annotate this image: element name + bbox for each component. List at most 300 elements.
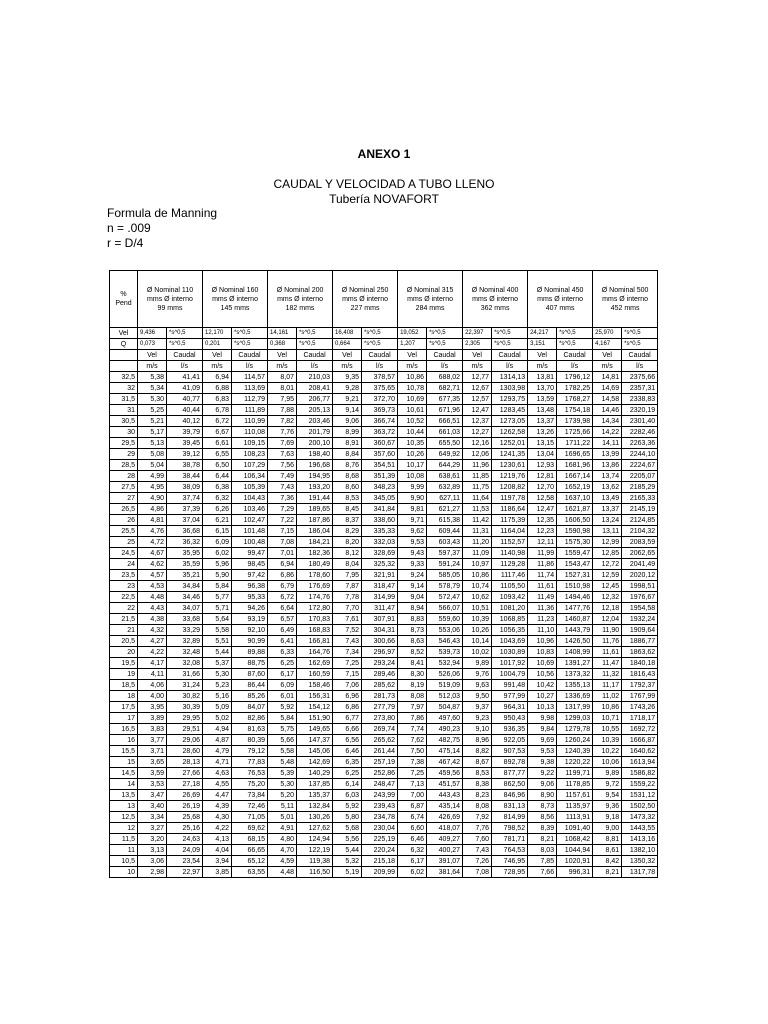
flow-cell: 597,37 bbox=[427, 548, 463, 559]
velocity-cell: 10,42 bbox=[528, 680, 557, 691]
velocity-cell: 7,56 bbox=[268, 460, 297, 471]
flow-cell: 512,03 bbox=[427, 691, 463, 702]
velocity-cell: 4,59 bbox=[268, 856, 297, 867]
flow-cell: 1293,75 bbox=[492, 394, 528, 405]
flow-cell: 1743,26 bbox=[622, 702, 658, 713]
velocity-cell: 8,41 bbox=[398, 658, 427, 669]
flow-cell: 1157,61 bbox=[557, 790, 593, 801]
vel-coefficient: 9,436 bbox=[138, 328, 167, 339]
flow-cell: 1240,39 bbox=[557, 746, 593, 757]
velocity-cell: 8,37 bbox=[333, 515, 362, 526]
flow-cell: 1004,79 bbox=[492, 669, 528, 680]
subheader-row bbox=[110, 350, 658, 361]
flow-cell: 168,83 bbox=[297, 625, 333, 636]
slope-cell: 30,5 bbox=[110, 416, 138, 427]
vel-subheader: Vel bbox=[203, 350, 232, 361]
velocity-cell: 9,62 bbox=[398, 526, 427, 537]
velocity-cell: 6,86 bbox=[333, 702, 362, 713]
velocity-cell: 9,84 bbox=[528, 724, 557, 735]
flow-cell: 24,09 bbox=[167, 845, 203, 856]
flow-cell: 2185,29 bbox=[622, 482, 658, 493]
table-row bbox=[110, 614, 658, 625]
flow-cell: 1317,99 bbox=[557, 702, 593, 713]
velocity-cell: 7,08 bbox=[463, 867, 492, 878]
table-row bbox=[110, 724, 658, 735]
flow-cell: 186,04 bbox=[297, 526, 333, 537]
flow-cell: 632,89 bbox=[427, 482, 463, 493]
flow-cell: 1186,64 bbox=[492, 504, 528, 515]
velocity-cell: 7,87 bbox=[333, 581, 362, 592]
flow-cell: 28,13 bbox=[167, 757, 203, 768]
flow-cell: 1816,43 bbox=[622, 669, 658, 680]
flow-cell: 65,12 bbox=[232, 856, 268, 867]
velocity-cell: 14,22 bbox=[593, 427, 622, 438]
slope-cell: 24,5 bbox=[110, 548, 138, 559]
velocity-cell: 8,96 bbox=[463, 735, 492, 746]
caudal-subheader: Caudal bbox=[362, 350, 398, 361]
flow-cell: 164,76 bbox=[297, 647, 333, 658]
flow-cell: 1711,22 bbox=[557, 438, 593, 449]
velocity-cell: 10,86 bbox=[593, 702, 622, 713]
velocity-cell: 13,62 bbox=[593, 482, 622, 493]
velocity-cell: 8,94 bbox=[398, 603, 427, 614]
velocity-cell: 4,90 bbox=[138, 493, 167, 504]
velocity-cell: 5,09 bbox=[203, 702, 232, 713]
flow-cell: 746,95 bbox=[492, 856, 528, 867]
flow-cell: 1030,89 bbox=[492, 647, 528, 658]
flow-cell: 409,27 bbox=[427, 834, 463, 845]
q-coefficient: 0,368 bbox=[268, 339, 297, 350]
velocity-cell: 7,06 bbox=[333, 680, 362, 691]
flow-cell: 1391,27 bbox=[557, 658, 593, 669]
velocity-cell: 10,86 bbox=[463, 570, 492, 581]
flow-cell: 553,06 bbox=[427, 625, 463, 636]
velocity-cell: 11,86 bbox=[528, 559, 557, 570]
velocity-cell: 14,34 bbox=[593, 416, 622, 427]
velocity-cell: 7,88 bbox=[268, 405, 297, 416]
velocity-cell: 9,89 bbox=[593, 768, 622, 779]
flow-cell: 158,46 bbox=[297, 680, 333, 691]
table-row bbox=[110, 680, 658, 691]
flow-cell: 661,03 bbox=[427, 427, 463, 438]
table-row bbox=[110, 405, 658, 416]
flow-cell: 1621,87 bbox=[557, 504, 593, 515]
velocity-cell: 5,80 bbox=[333, 812, 362, 823]
flow-cell: 189,65 bbox=[297, 504, 333, 515]
velocity-cell: 5,75 bbox=[268, 724, 297, 735]
flow-cell: 2338,83 bbox=[622, 394, 658, 405]
flow-cell: 2145,19 bbox=[622, 504, 658, 515]
flow-cell: 234,78 bbox=[362, 812, 398, 823]
velocity-cell: 4,48 bbox=[138, 592, 167, 603]
flow-cell: 127,62 bbox=[297, 823, 333, 834]
flow-cell: 1164,04 bbox=[492, 526, 528, 537]
velocity-cell: 8,08 bbox=[398, 691, 427, 702]
velocity-cell: 8,82 bbox=[463, 746, 492, 757]
flow-cell: 391,07 bbox=[427, 856, 463, 867]
slope-cell: 19 bbox=[110, 669, 138, 680]
velocity-cell: 11,61 bbox=[593, 647, 622, 658]
flow-cell: 289,46 bbox=[362, 669, 398, 680]
velocity-cell: 4,76 bbox=[138, 526, 167, 537]
vel-exponent: *s^0,5 bbox=[232, 328, 268, 339]
flow-cell: 1262,58 bbox=[492, 427, 528, 438]
slope-cell: 23 bbox=[110, 581, 138, 592]
table-row bbox=[110, 592, 658, 603]
velocity-cell: 8,45 bbox=[333, 504, 362, 515]
vel-coefficient: 25,970 bbox=[593, 328, 622, 339]
flow-cell: 147,37 bbox=[297, 735, 333, 746]
slope-cell: 28,5 bbox=[110, 460, 138, 471]
flow-cell: 191,44 bbox=[297, 493, 333, 504]
flow-cell: 375,65 bbox=[362, 383, 398, 394]
flow-cell: 1502,50 bbox=[622, 801, 658, 812]
velocity-cell: 8,38 bbox=[463, 779, 492, 790]
flow-cell: 135,37 bbox=[297, 790, 333, 801]
flow-cell: 1355,13 bbox=[557, 680, 593, 691]
flow-cell: 781,71 bbox=[492, 834, 528, 845]
table-row bbox=[110, 779, 658, 790]
document-subtitle-product: Tubería NOVAFORT bbox=[329, 192, 439, 206]
velocity-cell: 11,74 bbox=[528, 570, 557, 581]
page-title: ANEXO 1 bbox=[357, 147, 411, 161]
velocity-cell: 6,50 bbox=[203, 460, 232, 471]
velocity-cell: 10,97 bbox=[463, 559, 492, 570]
flow-cell: 94,26 bbox=[232, 603, 268, 614]
velocity-cell: 4,04 bbox=[203, 845, 232, 856]
flow-cell: 208,41 bbox=[297, 383, 333, 394]
velocity-cell: 5,92 bbox=[268, 702, 297, 713]
velocity-cell: 13,11 bbox=[593, 526, 622, 537]
flow-cell: 451,57 bbox=[427, 779, 463, 790]
flow-cell: 170,83 bbox=[297, 614, 333, 625]
flow-cell: 281,73 bbox=[362, 691, 398, 702]
velocity-cell: 4,62 bbox=[138, 559, 167, 570]
velocity-cell: 7,26 bbox=[463, 856, 492, 867]
velocity-cell: 12,37 bbox=[463, 416, 492, 427]
flow-cell: 764,53 bbox=[492, 845, 528, 856]
velocity-cell: 3,40 bbox=[138, 801, 167, 812]
flow-cell: 37,39 bbox=[167, 504, 203, 515]
q-exponent: *s^0,5 bbox=[232, 339, 268, 350]
flow-cell: 418,07 bbox=[427, 823, 463, 834]
flow-cell: 92,10 bbox=[232, 625, 268, 636]
velocity-cell: 4,99 bbox=[138, 471, 167, 482]
velocity-cell: 5,19 bbox=[333, 867, 362, 878]
flow-cell: 86,44 bbox=[232, 680, 268, 691]
velocity-cell: 3,95 bbox=[138, 702, 167, 713]
velocity-cell: 9,54 bbox=[593, 790, 622, 801]
velocity-cell: 8,42 bbox=[593, 856, 622, 867]
velocity-cell: 5,20 bbox=[268, 790, 297, 801]
velocity-cell: 8,63 bbox=[398, 636, 427, 647]
table-row bbox=[110, 636, 658, 647]
velocity-cell: 5,68 bbox=[333, 823, 362, 834]
flow-cell: 1932,24 bbox=[622, 614, 658, 625]
velocity-cell: 4,47 bbox=[203, 790, 232, 801]
flow-cell: 354,51 bbox=[362, 460, 398, 471]
flow-cell: 996,31 bbox=[557, 867, 593, 878]
velocity-cell: 13,49 bbox=[593, 493, 622, 504]
flow-cell: 862,50 bbox=[492, 779, 528, 790]
flow-cell: 63,55 bbox=[232, 867, 268, 878]
flow-cell: 1718,17 bbox=[622, 713, 658, 724]
flow-cell: 671,96 bbox=[427, 405, 463, 416]
flow-cell: 1559,47 bbox=[557, 548, 593, 559]
flow-cell: 38,44 bbox=[167, 471, 203, 482]
velocity-cell: 4,57 bbox=[138, 570, 167, 581]
velocity-cell: 13,81 bbox=[528, 372, 557, 383]
velocity-cell: 7,66 bbox=[528, 867, 557, 878]
flow-cell: 34,46 bbox=[167, 592, 203, 603]
flow-cell: 176,69 bbox=[297, 581, 333, 592]
velocity-cell: 8,83 bbox=[398, 614, 427, 625]
flow-cell: 105,39 bbox=[232, 482, 268, 493]
flow-cell: 68,15 bbox=[232, 834, 268, 845]
velocity-cell: 5,30 bbox=[268, 779, 297, 790]
flow-cell: 296,97 bbox=[362, 647, 398, 658]
flow-cell: 335,33 bbox=[362, 526, 398, 537]
flow-cell: 1178,85 bbox=[557, 779, 593, 790]
flow-cell: 66,65 bbox=[232, 845, 268, 856]
flow-cell: 79,12 bbox=[232, 746, 268, 757]
slope-cell: 29,5 bbox=[110, 438, 138, 449]
flow-cell: 172,80 bbox=[297, 603, 333, 614]
vel-exponent: *s^0,5 bbox=[362, 328, 398, 339]
table-row bbox=[110, 526, 658, 537]
velocity-cell: 11,09 bbox=[463, 548, 492, 559]
velocity-cell: 6,01 bbox=[268, 691, 297, 702]
flow-cell: 100,48 bbox=[232, 537, 268, 548]
flow-cell: 1081,20 bbox=[492, 603, 528, 614]
slope-cell: 22,5 bbox=[110, 592, 138, 603]
vel-unit: m/s bbox=[333, 361, 362, 372]
flow-cell: 338,60 bbox=[362, 515, 398, 526]
flow-cell: 1093,42 bbox=[492, 592, 528, 603]
flow-cell: 116,50 bbox=[297, 867, 333, 878]
table-row bbox=[110, 768, 658, 779]
table-row bbox=[110, 669, 658, 680]
velocity-cell: 6,83 bbox=[203, 394, 232, 405]
velocity-cell: 5,84 bbox=[268, 713, 297, 724]
flow-cell: 519,09 bbox=[427, 680, 463, 691]
flow-cell: 200,10 bbox=[297, 438, 333, 449]
flow-cell: 585,05 bbox=[427, 570, 463, 581]
velocity-cell: 6,79 bbox=[268, 581, 297, 592]
flow-cell: 25,68 bbox=[167, 812, 203, 823]
velocity-cell: 5,30 bbox=[138, 394, 167, 405]
velocity-cell: 6,94 bbox=[268, 559, 297, 570]
velocity-cell: 4,67 bbox=[138, 548, 167, 559]
flow-cell: 145,06 bbox=[297, 746, 333, 757]
caudal-subheader: Caudal bbox=[557, 350, 593, 361]
flow-cell: 81,63 bbox=[232, 724, 268, 735]
table-row bbox=[110, 790, 658, 801]
vel-exponent: *s^0,5 bbox=[167, 328, 203, 339]
flow-cell: 31,66 bbox=[167, 669, 203, 680]
velocity-cell: 5,39 bbox=[268, 768, 297, 779]
flow-cell: 37,74 bbox=[167, 493, 203, 504]
flow-cell: 98,45 bbox=[232, 559, 268, 570]
velocity-cell: 6,66 bbox=[333, 724, 362, 735]
flow-cell: 497,60 bbox=[427, 713, 463, 724]
flow-cell: 539,73 bbox=[427, 647, 463, 658]
flow-cell: 1252,01 bbox=[492, 438, 528, 449]
velocity-cell: 8,52 bbox=[398, 647, 427, 658]
velocity-cell: 12,99 bbox=[593, 537, 622, 548]
table-row bbox=[110, 801, 658, 812]
flow-cell: 2244,10 bbox=[622, 449, 658, 460]
velocity-cell: 3,89 bbox=[138, 713, 167, 724]
velocity-cell: 8,53 bbox=[463, 768, 492, 779]
flow-cell: 193,20 bbox=[297, 482, 333, 493]
flow-cell: 1886,77 bbox=[622, 636, 658, 647]
flow-cell: 2320,19 bbox=[622, 405, 658, 416]
vel-subheader: Vel bbox=[268, 350, 297, 361]
caudal-unit: l/s bbox=[492, 361, 528, 372]
flow-cell: 1220,22 bbox=[557, 757, 593, 768]
velocity-cell: 5,51 bbox=[203, 636, 232, 647]
flow-cell: 103,46 bbox=[232, 504, 268, 515]
q-coefficient: 3,151 bbox=[528, 339, 557, 350]
velocity-cell: 7,29 bbox=[268, 504, 297, 515]
velocity-cell: 9,24 bbox=[398, 570, 427, 581]
flow-cell: 1443,55 bbox=[622, 823, 658, 834]
velocity-cell: 11,53 bbox=[463, 504, 492, 515]
flow-cell: 1681,96 bbox=[557, 460, 593, 471]
velocity-cell: 13,04 bbox=[528, 449, 557, 460]
velocity-cell: 13,26 bbox=[528, 427, 557, 438]
flow-cell: 649,92 bbox=[427, 449, 463, 460]
velocity-cell: 7,50 bbox=[398, 746, 427, 757]
velocity-cell: 11,36 bbox=[528, 603, 557, 614]
table-row bbox=[110, 746, 658, 757]
velocity-cell: 7,62 bbox=[398, 735, 427, 746]
flow-cell: 1273,05 bbox=[492, 416, 528, 427]
flow-cell: 1840,18 bbox=[622, 658, 658, 669]
velocity-cell: 8,81 bbox=[593, 834, 622, 845]
velocity-cell: 4,53 bbox=[138, 581, 167, 592]
flow-cell: 1473,32 bbox=[622, 812, 658, 823]
velocity-cell: 7,01 bbox=[268, 548, 297, 559]
flow-cell: 220,24 bbox=[362, 845, 398, 856]
flow-cell: 1105,50 bbox=[492, 581, 528, 592]
flow-cell: 351,39 bbox=[362, 471, 398, 482]
velocity-cell: 10,22 bbox=[593, 746, 622, 757]
velocity-cell: 6,61 bbox=[203, 438, 232, 449]
slope-cell: 31,5 bbox=[110, 394, 138, 405]
velocity-cell: 5,92 bbox=[333, 801, 362, 812]
slope-cell: 29 bbox=[110, 449, 138, 460]
flow-cell: 2357,31 bbox=[622, 383, 658, 394]
velocity-cell: 12,77 bbox=[463, 372, 492, 383]
flow-cell: 1909,64 bbox=[622, 625, 658, 636]
velocity-cell: 9,38 bbox=[528, 757, 557, 768]
velocity-cell: 9,72 bbox=[593, 779, 622, 790]
flow-cell: 1792,37 bbox=[622, 680, 658, 691]
table-row bbox=[110, 460, 658, 471]
flow-cell: 89,88 bbox=[232, 647, 268, 658]
flow-cell: 243,99 bbox=[362, 790, 398, 801]
velocity-cell: 12,47 bbox=[463, 405, 492, 416]
flow-cell: 230,04 bbox=[362, 823, 398, 834]
flow-cell: 110,08 bbox=[232, 427, 268, 438]
velocity-cell: 6,87 bbox=[398, 801, 427, 812]
velocity-cell: 9,81 bbox=[398, 504, 427, 515]
flow-cell: 831,13 bbox=[492, 801, 528, 812]
caudal-unit: l/s bbox=[167, 361, 203, 372]
flow-cell: 1017,92 bbox=[492, 658, 528, 669]
flow-cell: 114,57 bbox=[232, 372, 268, 383]
velocity-cell: 5,17 bbox=[138, 427, 167, 438]
velocity-cell: 10,96 bbox=[528, 636, 557, 647]
velocity-cell: 8,07 bbox=[268, 372, 297, 383]
velocity-cell: 6,25 bbox=[333, 768, 362, 779]
velocity-cell: 11,17 bbox=[593, 680, 622, 691]
slope-cell: 16 bbox=[110, 735, 138, 746]
slope-cell: 18 bbox=[110, 691, 138, 702]
flow-cell: 27,66 bbox=[167, 768, 203, 779]
velocity-cell: 4,81 bbox=[138, 515, 167, 526]
flow-cell: 666,51 bbox=[427, 416, 463, 427]
flow-cell: 892,78 bbox=[492, 757, 528, 768]
pipe-header: Ø Nominal 400 mms Ø interno 362 mms bbox=[463, 271, 528, 328]
velocity-cell: 4,43 bbox=[138, 603, 167, 614]
flow-cell: 257,19 bbox=[362, 757, 398, 768]
flow-cell: 34,84 bbox=[167, 581, 203, 592]
velocity-cell: 10,52 bbox=[398, 416, 427, 427]
velocity-cell: 3,77 bbox=[138, 735, 167, 746]
flow-cell: 32,48 bbox=[167, 647, 203, 658]
vel-unit: m/s bbox=[398, 361, 427, 372]
flow-cell: 369,73 bbox=[362, 405, 398, 416]
table-header-row bbox=[110, 271, 658, 328]
velocity-cell: 8,76 bbox=[333, 460, 362, 471]
velocity-cell: 6,32 bbox=[203, 493, 232, 504]
velocity-cell: 11,10 bbox=[528, 625, 557, 636]
velocity-cell: 5,44 bbox=[203, 647, 232, 658]
flow-cell: 184,21 bbox=[297, 537, 333, 548]
flow-cell: 2041,49 bbox=[622, 559, 658, 570]
flow-cell: 490,23 bbox=[427, 724, 463, 735]
flow-cell: 1754,18 bbox=[557, 405, 593, 416]
velocity-cell: 9,28 bbox=[333, 383, 362, 394]
velocity-cell: 10,56 bbox=[528, 669, 557, 680]
vel-unit: m/s bbox=[528, 361, 557, 372]
flow-cell: 187,86 bbox=[297, 515, 333, 526]
pipe-header: Ø Nominal 450 mms Ø interno 407 mms bbox=[528, 271, 593, 328]
flow-cell: 991,48 bbox=[492, 680, 528, 691]
velocity-cell: 5,01 bbox=[268, 812, 297, 823]
velocity-cell: 6,77 bbox=[333, 713, 362, 724]
velocity-cell: 13,99 bbox=[593, 449, 622, 460]
flow-cell: 29,06 bbox=[167, 735, 203, 746]
velocity-cell: 12,93 bbox=[528, 460, 557, 471]
velocity-cell: 6,25 bbox=[268, 658, 297, 669]
flow-cell: 1460,87 bbox=[557, 614, 593, 625]
slope-cell: 12 bbox=[110, 823, 138, 834]
flow-cell: 655,50 bbox=[427, 438, 463, 449]
velocity-cell: 5,37 bbox=[203, 658, 232, 669]
velocity-cell: 9,06 bbox=[528, 779, 557, 790]
caudal-subheader: Caudal bbox=[622, 350, 658, 361]
flow-cell: 682,71 bbox=[427, 383, 463, 394]
flow-cell: 113,69 bbox=[232, 383, 268, 394]
flow-cell: 1443,79 bbox=[557, 625, 593, 636]
flow-cell: 566,07 bbox=[427, 603, 463, 614]
vel-subheader: Vel bbox=[333, 350, 362, 361]
velocity-cell: 9,21 bbox=[333, 394, 362, 405]
